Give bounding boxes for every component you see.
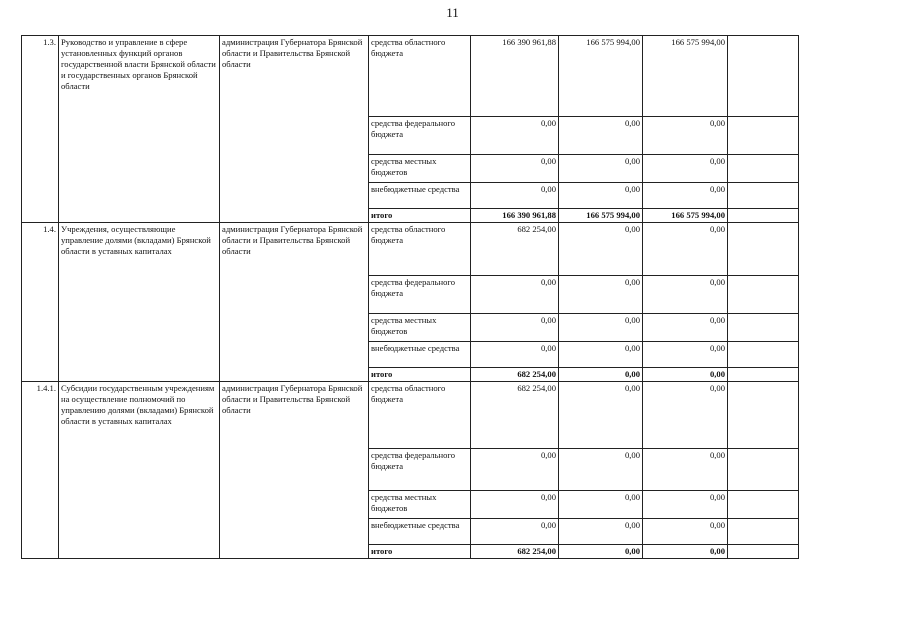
amount-cell-1: 682 254,00 xyxy=(471,368,559,382)
amount-cell-2: 0,00 xyxy=(559,449,643,491)
amount-cell-3: 0,00 xyxy=(643,368,728,382)
amount-cell-1: 0,00 xyxy=(471,155,559,183)
section-name: Учреждения, осуществляющие управление долями (вкладами) Брянской области в уставных капиталах xyxy=(59,223,220,382)
amount-cell-1: 0,00 xyxy=(471,314,559,342)
amount-cell-1: 682 254,00 xyxy=(471,545,559,559)
amount-cell-1: 166 390 961,88 xyxy=(471,209,559,223)
amount-cell-3: 0,00 xyxy=(643,519,728,545)
amount-cell-3: 166 575 994,00 xyxy=(643,209,728,223)
amount-cell-3: 0,00 xyxy=(643,314,728,342)
empty-cell xyxy=(728,223,799,276)
empty-cell xyxy=(728,155,799,183)
amount-cell-2: 0,00 xyxy=(559,314,643,342)
amount-cell-2: 0,00 xyxy=(559,519,643,545)
table-row xyxy=(22,223,799,276)
amount-cell-3: 0,00 xyxy=(643,183,728,209)
empty-cell xyxy=(728,382,799,449)
empty-cell xyxy=(728,276,799,314)
amount-cell-1: 0,00 xyxy=(471,491,559,519)
empty-cell xyxy=(728,209,799,223)
empty-cell xyxy=(728,368,799,382)
amount-cell-2: 0,00 xyxy=(559,342,643,368)
funding-source: средства федерального бюджета xyxy=(369,117,471,155)
amount-cell-1: 0,00 xyxy=(471,276,559,314)
funding-source: средства областного бюджета xyxy=(369,382,471,449)
funding-source: итого xyxy=(369,368,471,382)
section-executor: администрация Губернатора Брянской области и Правительства Брянской области xyxy=(220,382,369,559)
amount-cell-2: 0,00 xyxy=(559,368,643,382)
amount-cell-3: 0,00 xyxy=(643,545,728,559)
section-name: Субсидии государственным учреждениям на осуществление полномочий по управлению долями (вкладами) Брянской области в уставных капиталах xyxy=(59,382,220,559)
empty-cell xyxy=(728,314,799,342)
amount-cell-2: 0,00 xyxy=(559,183,643,209)
funding-source: средства местных бюджетов xyxy=(369,314,471,342)
empty-cell xyxy=(728,491,799,519)
section-name: Руководство и управление в сфере установленных функций органов государственной власти Брянской области и государственных органов Брянской области xyxy=(59,36,220,223)
budget-table xyxy=(21,35,799,559)
amount-cell-3: 0,00 xyxy=(643,449,728,491)
empty-cell xyxy=(728,519,799,545)
funding-source: внебюджетные средства xyxy=(369,183,471,209)
amount-cell-3: 0,00 xyxy=(643,382,728,449)
table-body xyxy=(22,36,799,559)
funding-source: внебюджетные средства xyxy=(369,519,471,545)
section-executor: администрация Губернатора Брянской области и Правительства Брянской области xyxy=(220,223,369,382)
funding-source: средства федерального бюджета xyxy=(369,449,471,491)
amount-cell-2: 0,00 xyxy=(559,117,643,155)
funding-source: средства областного бюджета xyxy=(369,223,471,276)
amount-cell-3: 0,00 xyxy=(643,223,728,276)
empty-cell xyxy=(728,342,799,368)
amount-cell-2: 0,00 xyxy=(559,276,643,314)
amount-cell-2: 166 575 994,00 xyxy=(559,209,643,223)
section-code: 1.4. xyxy=(22,223,59,382)
amount-cell-1: 166 390 961,88 xyxy=(471,36,559,117)
empty-cell xyxy=(728,117,799,155)
funding-source: средства федерального бюджета xyxy=(369,276,471,314)
section-code: 1.3. xyxy=(22,36,59,223)
page-number: 11 xyxy=(446,5,459,20)
funding-source: средства областного бюджета xyxy=(369,36,471,117)
amount-cell-3: 0,00 xyxy=(643,117,728,155)
amount-cell-3: 0,00 xyxy=(643,491,728,519)
amount-cell-2: 166 575 994,00 xyxy=(559,36,643,117)
amount-cell-1: 0,00 xyxy=(471,519,559,545)
amount-cell-1: 682 254,00 xyxy=(471,223,559,276)
amount-cell-3: 0,00 xyxy=(643,276,728,314)
funding-source: внебюджетные средства xyxy=(369,342,471,368)
funding-source: средства местных бюджетов xyxy=(369,491,471,519)
table-row xyxy=(22,382,799,449)
funding-source: итого xyxy=(369,209,471,223)
empty-cell xyxy=(728,36,799,117)
table-row xyxy=(22,36,799,117)
amount-cell-3: 0,00 xyxy=(643,342,728,368)
amount-cell-2: 0,00 xyxy=(559,491,643,519)
section-executor: администрация Губернатора Брянской области и Правительства Брянской области xyxy=(220,36,369,223)
amount-cell-1: 0,00 xyxy=(471,449,559,491)
amount-cell-1: 0,00 xyxy=(471,117,559,155)
empty-cell xyxy=(728,545,799,559)
amount-cell-2: 0,00 xyxy=(559,545,643,559)
amount-cell-3: 0,00 xyxy=(643,155,728,183)
funding-source: итого xyxy=(369,545,471,559)
empty-cell xyxy=(728,449,799,491)
amount-cell-1: 682 254,00 xyxy=(471,382,559,449)
funding-source: средства местных бюджетов xyxy=(369,155,471,183)
empty-cell xyxy=(728,183,799,209)
amount-cell-1: 0,00 xyxy=(471,342,559,368)
section-code: 1.4.1. xyxy=(22,382,59,559)
amount-cell-2: 0,00 xyxy=(559,223,643,276)
amount-cell-1: 0,00 xyxy=(471,183,559,209)
amount-cell-2: 0,00 xyxy=(559,382,643,449)
amount-cell-3: 166 575 994,00 xyxy=(643,36,728,117)
amount-cell-2: 0,00 xyxy=(559,155,643,183)
